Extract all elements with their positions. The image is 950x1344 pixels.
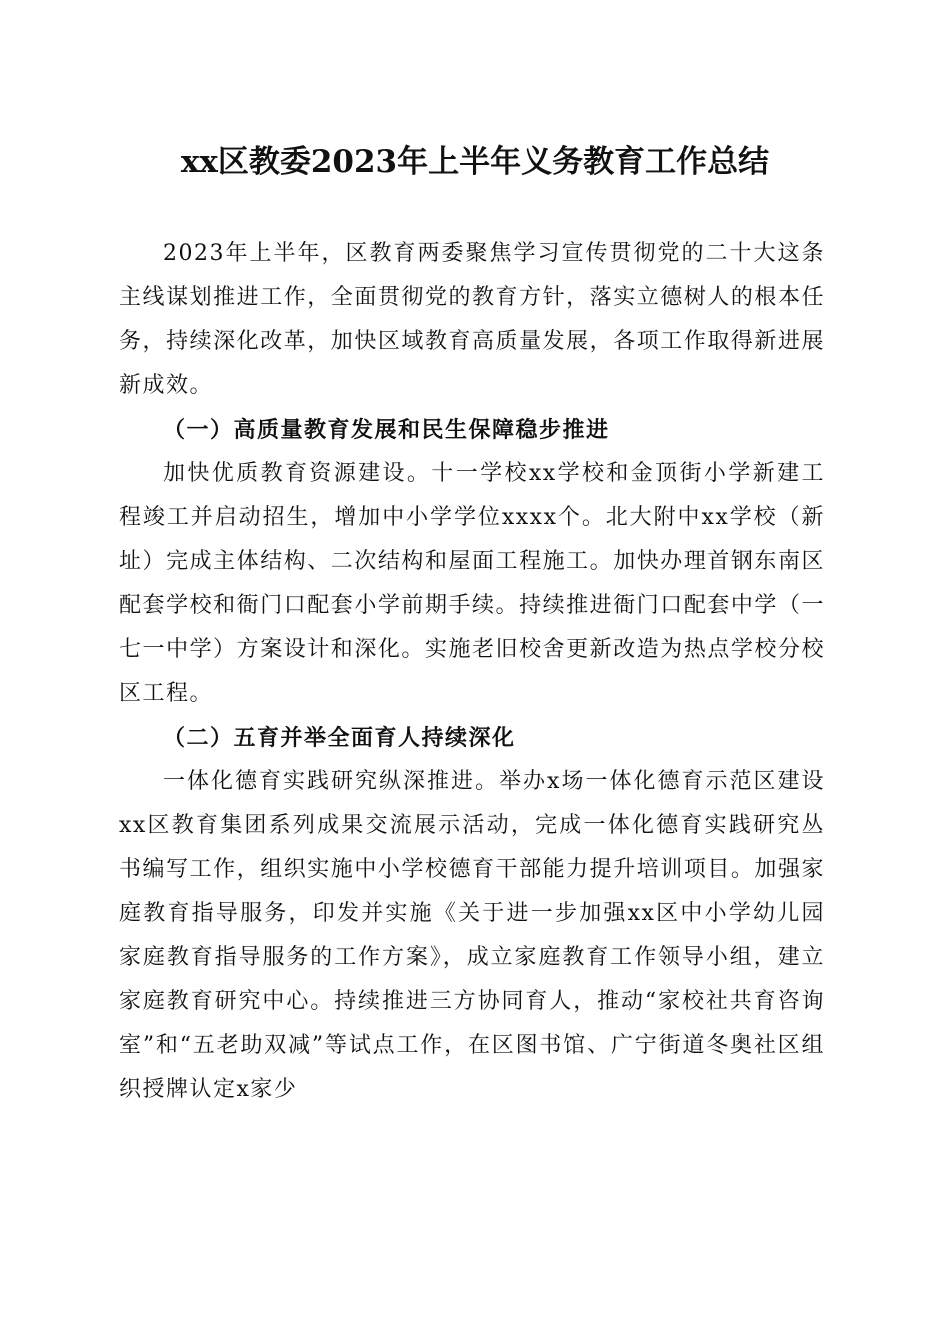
document-body xyxy=(119,232,825,1112)
section-2-heading: （二）五育并举全面育人持续深化 xyxy=(163,725,516,751)
intro-paragraph: 2023年上半年，区教育两委聚焦学习宣传贯彻党的二十大这条主线谋划推进工作，全面贯彻党的教育方针，落实立德树人的根本任务，持续深化改革，加快区域教育高质量发展，各项工作取得新进展新成效。 xyxy=(119,241,825,398)
section-2-paragraph: 一体化德育实践研究纵深推进。举办x场一体化德育示范区建设xx区教育集团系列成果交流展示活动，完成一体化德育实践研究丛书编写工作，组织实施中小学校德育干部能力提升培训项目。加强家庭教育指导服务，印发并实施《关于进一步加强xx区中小学幼儿园家庭教育指导服务的工作方案》，成立家庭教育工作领导小组，建立家庭教育研究中心。持续推进三方协同育人，推动“家校社共育咨询室”和“五老助双减”等试点工作，在区图书馆、广宁街道冬奥社区组织授牌认定x家少 xyxy=(119,769,825,1102)
section-1-heading: （一）高质量教育发展和民生保障稳步推进 xyxy=(163,417,610,443)
section-1-paragraph: 加快优质教育资源建设。十一学校xx学校和金顶街小学新建工程竣工并启动招生，增加中小学学位xxxx个。北大附中xx学校（新址）完成主体结构、二次结构和屋面工程施工。加快办理首钢东南区配套学校和衙门口配套小学前期手续。持续推进衙门口配套中学（一七一中学）方案设计和深化。实施老旧校舍更新改造为热点学校分校区工程。 xyxy=(119,461,825,706)
document-title: xx区教委2023年上半年义务教育工作总结 xyxy=(180,144,770,180)
